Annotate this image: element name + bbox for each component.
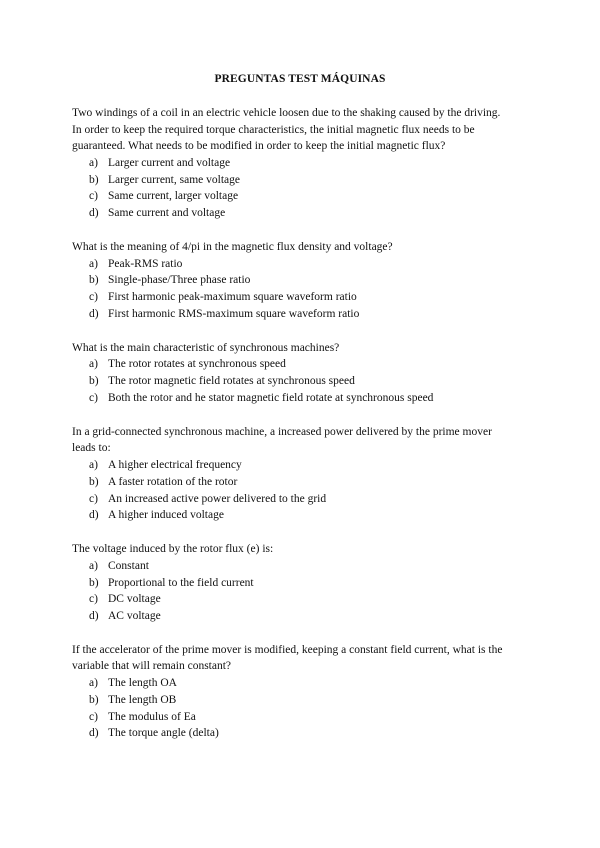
question-line: leads to: [72,442,111,455]
option-text: Same current, larger voltage [108,190,239,203]
option-text: A higher induced voltage [108,509,224,522]
option-letter: b) [89,274,99,287]
option-letter: b) [89,375,99,388]
option-text: Constant [108,559,149,572]
question-line: What is the main characteristic of synchronous machines? [72,341,340,354]
option-item [72,709,532,726]
option-item [72,289,532,306]
question-text [72,340,532,357]
question-block [72,340,532,407]
option-text: Proportional to the field current [108,576,254,589]
question-line: Two windings of a coil in an electric vehicle loosen due to the shaking caused by the driving. [72,107,501,119]
option-list [72,256,532,323]
option-letter: a) [89,677,98,690]
option-item [72,205,532,222]
option-letter: d) [89,509,99,522]
option-list [72,675,532,742]
option-item [72,507,532,524]
option-text: DC voltage [108,593,161,606]
question-block [72,642,532,742]
option-letter: c) [89,710,98,723]
question-text [72,105,532,155]
option-text: The torque angle (delta) [108,727,219,740]
option-letter: b) [89,693,99,706]
option-item [72,256,532,273]
option-item [72,474,532,491]
question-text [72,642,532,675]
option-item [72,373,532,390]
question-block [72,239,532,323]
option-text: A higher electrical frequency [108,458,242,471]
option-text: Larger current, same voltage [108,173,240,186]
option-letter: d) [89,610,99,623]
option-text: First harmonic peak-maximum square waveform ratio [108,291,357,304]
option-text: A faster rotation of the rotor [108,475,238,488]
option-item [72,608,532,625]
option-item [72,558,532,575]
option-text: The rotor magnetic field rotates at synchronous speed [108,375,355,388]
option-text: First harmonic RMS-maximum square waveform ratio [108,307,360,320]
option-letter: c) [89,492,98,505]
page-title: PREGUNTAS TEST MÁQUINAS [214,73,386,85]
question-line: variable that will remain constant? [72,660,232,673]
option-letter: b) [89,475,99,488]
option-list [72,457,532,524]
question-text [72,424,532,457]
question-block [72,105,532,222]
option-list [72,356,532,406]
question-text [72,239,532,256]
option-letter: b) [89,576,99,589]
option-item [72,575,532,592]
option-text: Larger current and voltage [108,156,231,169]
option-item [72,692,532,709]
option-letter: a) [89,358,98,371]
question-line: If the accelerator of the prime mover is modified, keeping a constant field current, what is the [72,643,503,656]
option-text: The rotor rotates at synchronous speed [108,358,286,371]
question-list [72,105,532,759]
option-text: Peak-RMS ratio [108,257,183,270]
option-letter: a) [89,458,98,471]
option-list [72,155,532,222]
option-item [72,457,532,474]
option-letter: c) [89,391,98,404]
option-list [72,558,532,625]
option-item [72,172,532,189]
option-letter: a) [89,559,98,572]
option-item [72,591,532,608]
question-line: In order to keep the required torque characteristics, the initial magnetic flux needs to be [72,123,475,136]
option-text: The length OA [108,677,177,690]
question-line: guaranteed. What needs to be modified in order to keep the initial magnetic flux? [72,140,446,153]
option-item [72,356,532,373]
option-text: The modulus of Ea [108,710,196,723]
option-item [72,725,532,742]
option-text: Both the rotor and he stator magnetic field rotate at synchronous speed [108,391,434,404]
question-text [72,541,532,558]
option-letter: d) [89,207,99,220]
option-text: Same current and voltage [108,207,226,220]
option-item [72,491,532,508]
option-letter: c) [89,593,98,606]
option-letter: d) [89,307,99,320]
option-item [72,675,532,692]
option-letter: a) [89,257,98,270]
option-letter: c) [89,190,98,203]
option-letter: a) [89,156,98,169]
option-letter: b) [89,173,99,186]
option-item [72,188,532,205]
option-item [72,306,532,323]
option-text: An increased active power delivered to the grid [108,492,327,505]
option-letter: d) [89,727,99,740]
question-line: In a grid-connected synchronous machine, a increased power delivered by the prime mover [72,425,492,438]
option-item [72,390,532,407]
question-line: The voltage induced by the rotor flux (e) is: [72,543,274,556]
option-item [72,272,532,289]
option-text: The length OB [108,693,177,706]
option-item [72,155,532,172]
question-block [72,541,532,625]
question-line: What is the meaning of 4/pi in the magnetic flux density and voltage? [72,240,393,253]
option-letter: c) [89,291,98,304]
option-text: AC voltage [108,610,161,623]
option-text: Single-phase/Three phase ratio [108,274,251,287]
question-block [72,424,532,524]
